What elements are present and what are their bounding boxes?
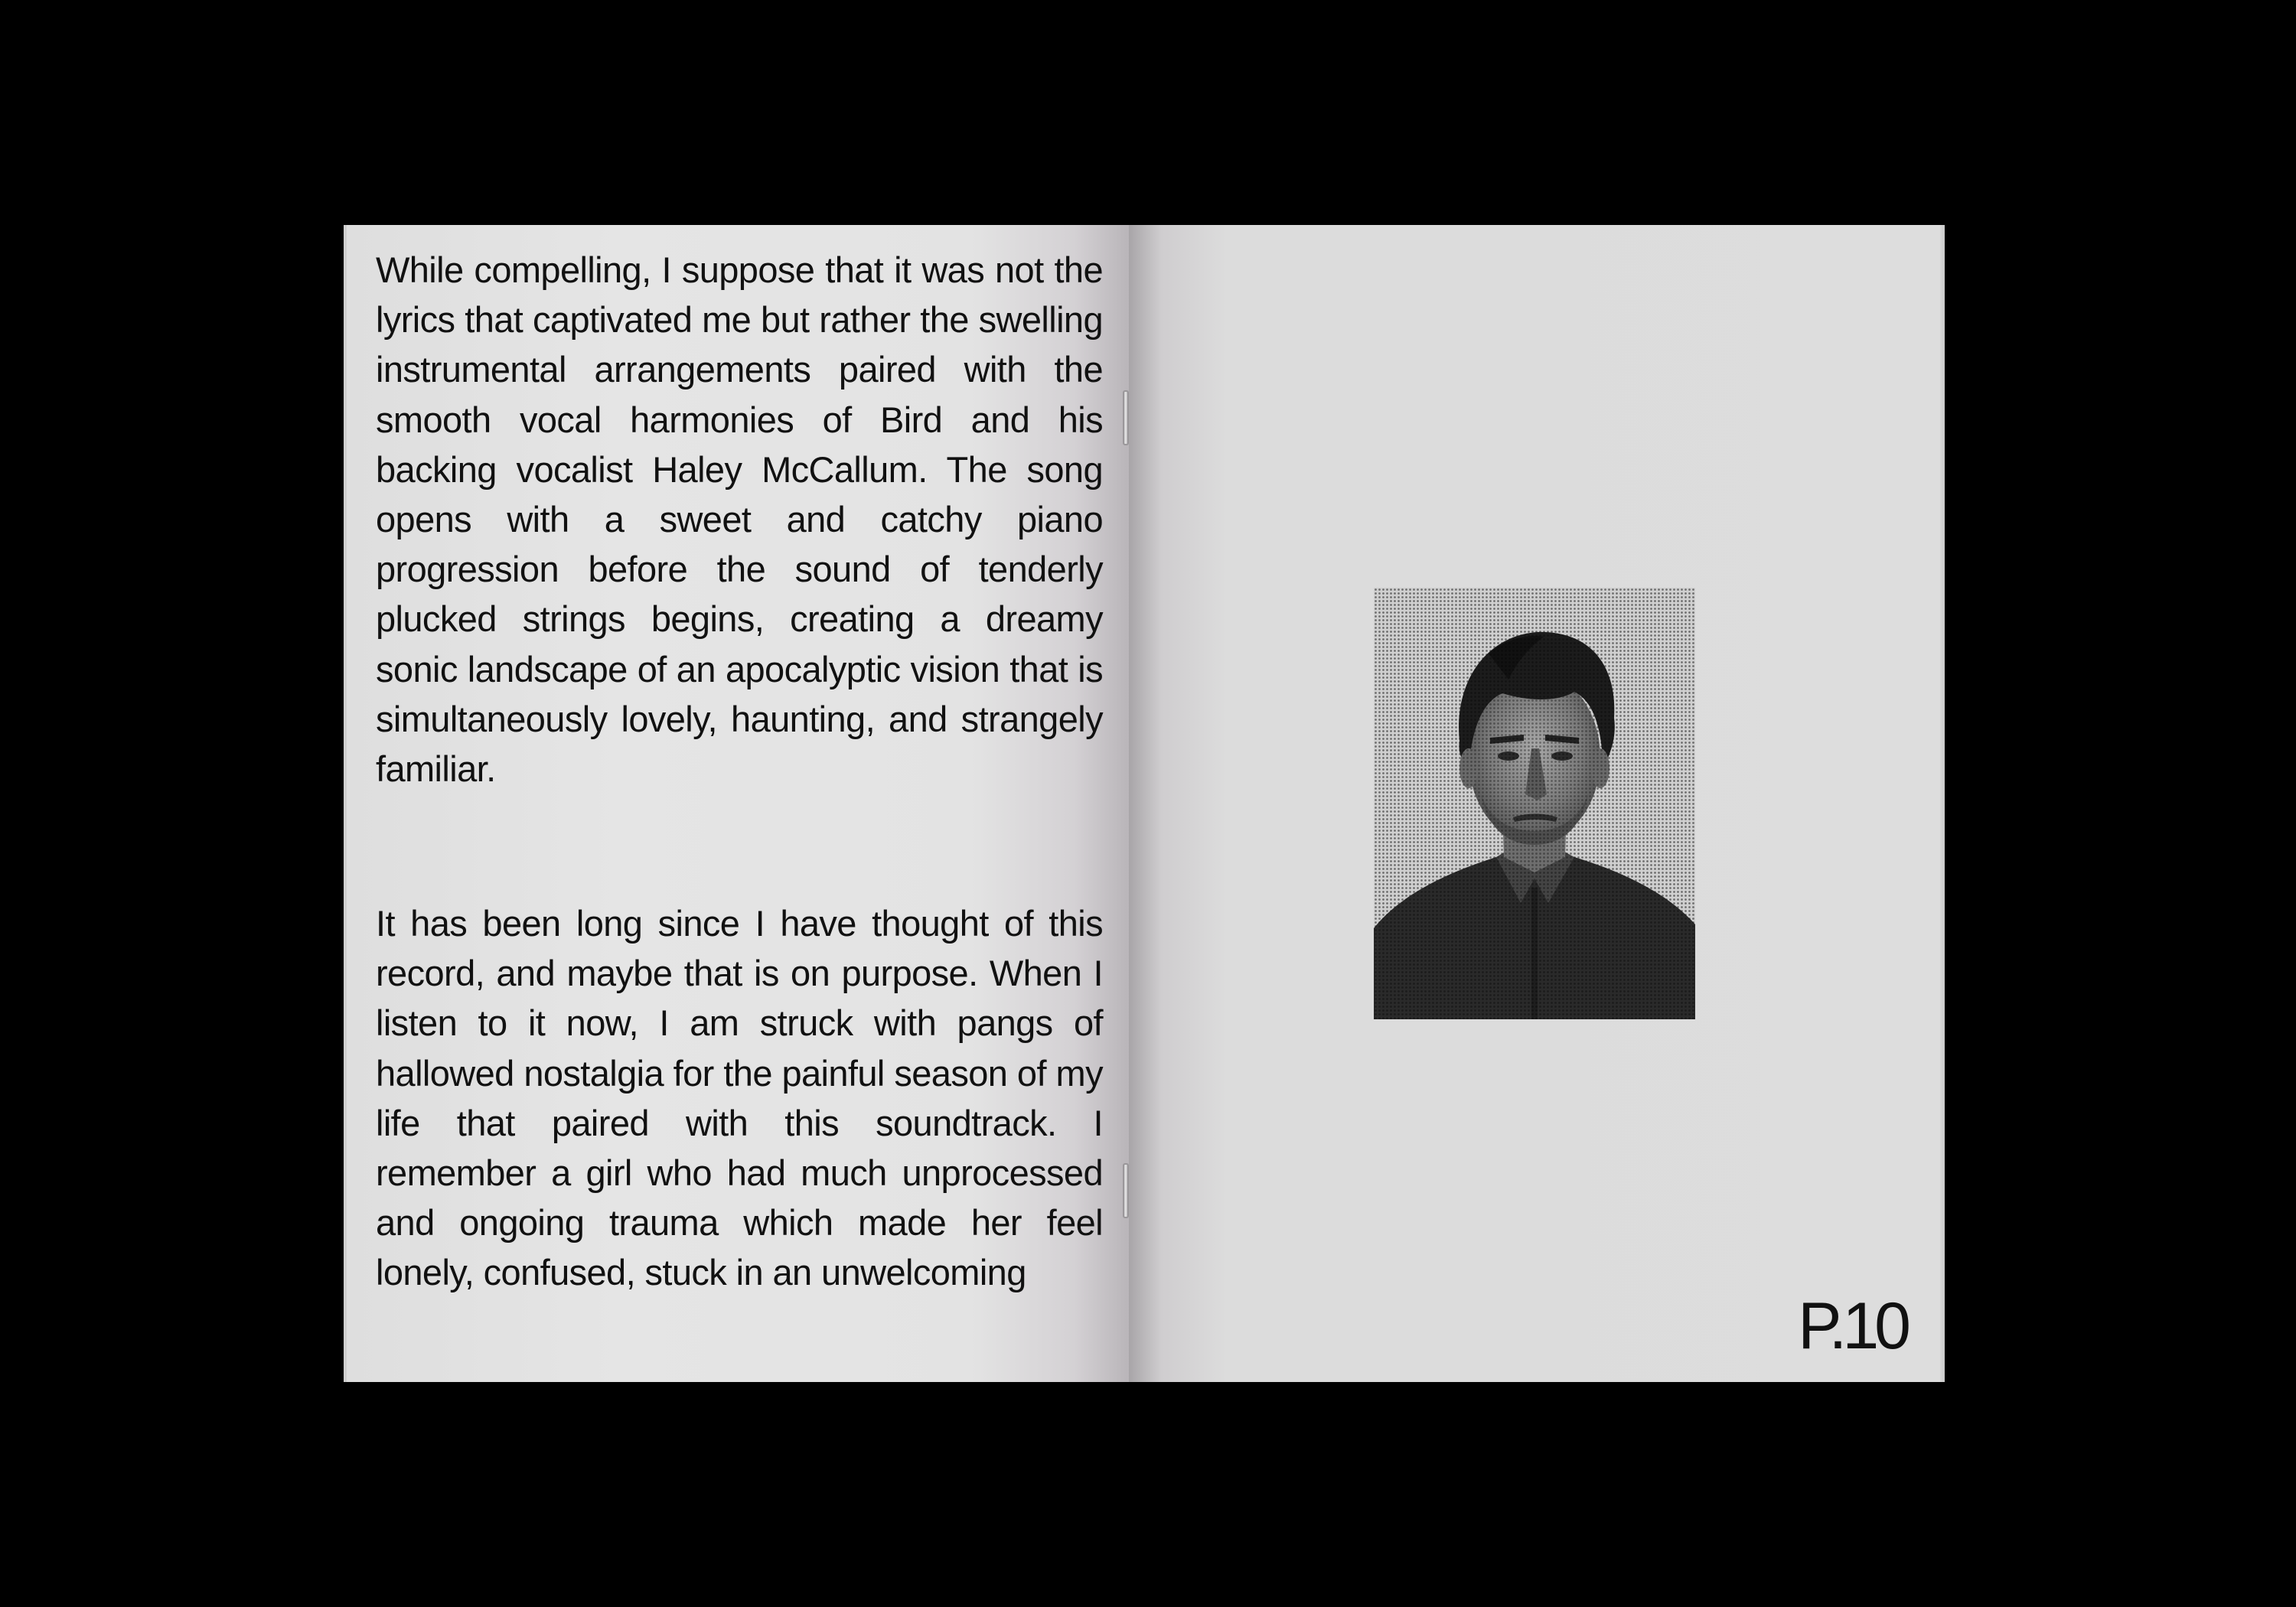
staple-bottom xyxy=(1123,1163,1129,1218)
staple-top xyxy=(1123,390,1129,445)
right-page xyxy=(1129,225,1945,1382)
body-paragraph-2: It has been long since I have thought of this record, and maybe that is on purpose. When I listen to it now, I am struck with pangs of hallowed nostalgia for the painful season of my life that paired with this soundtrack. I remember a girl who had much unprocessed and ongoing trauma which made her feel lonely, confused, stuck in an unwelcoming xyxy=(376,903,1103,1293)
page-number: P.10 xyxy=(1798,1289,1906,1363)
magazine-spread xyxy=(344,225,1945,1382)
portrait-figure xyxy=(1374,588,1695,1019)
body-paragraph-1: While compelling, I suppose that it was not the lyrics that captivated me but rather the swelling instrumental arrangements paired with the smooth vocal harmonies of Bird and his backing vocalist Haley McCallum. The song opens with a sweet and catchy piano progression before the sound of tenderly plucked strings begins, creating a dreamy sonic landscape of an apocalyptic vision that is simultaneously lovely, haunting, and strangely familiar. xyxy=(376,249,1103,790)
portrait-photo xyxy=(1374,588,1695,1019)
left-page xyxy=(344,225,1129,1382)
